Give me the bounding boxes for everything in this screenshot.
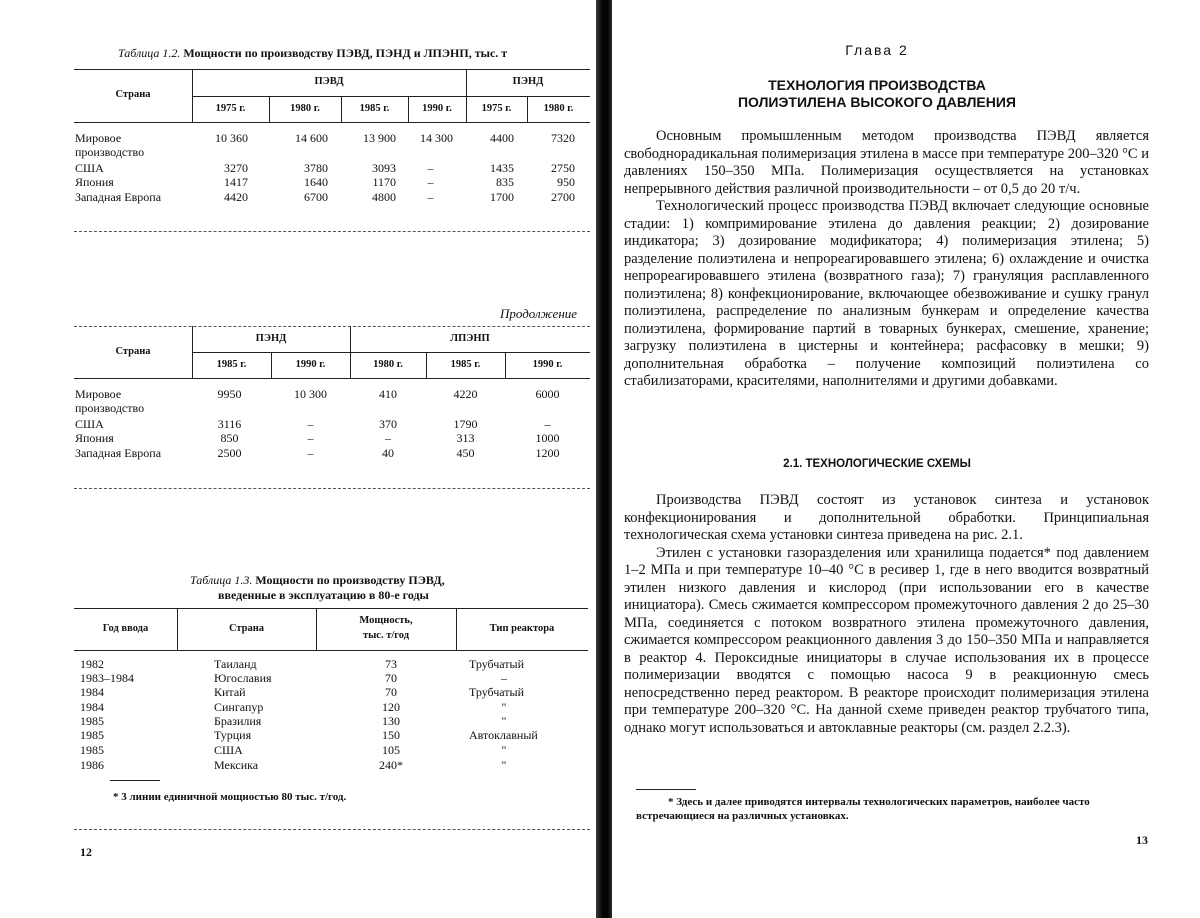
column-header-year: 1985 г. <box>450 359 481 370</box>
table-top-rule <box>74 608 588 609</box>
row-country: Япония <box>75 175 114 189</box>
table-cell: Трубчатый <box>469 657 524 671</box>
table-cell: " <box>501 714 507 728</box>
table-cell: Югославия <box>214 671 272 685</box>
column-header-reactor-type: Тип реактора <box>489 623 555 634</box>
table-cell: 1700 <box>490 190 514 204</box>
table-cell: 1417 <box>224 175 248 189</box>
table-cell: 2700 <box>551 190 575 204</box>
table-cell: 3116 <box>217 417 242 431</box>
chapter-title-line2: ПОЛИЭТИЛЕНА ВЫСОКОГО ДАВЛЕНИЯ <box>737 94 1016 110</box>
table-cell: 850 <box>220 431 239 445</box>
table-cell: 1982 <box>80 657 104 671</box>
column-header-year: 1980 г. <box>290 103 320 114</box>
table-cell: 1790 <box>453 417 478 431</box>
table-cell: 3093 <box>372 161 396 175</box>
table-cell: – <box>307 446 314 460</box>
table-cell: 1984 <box>80 700 104 714</box>
table-cell: 835 <box>496 175 514 189</box>
column-header-year: 1990 г. <box>295 359 326 370</box>
table-cell: " <box>501 700 507 714</box>
table-cell: 1983–1984 <box>80 671 134 685</box>
column-header-year: Год ввода <box>102 623 149 634</box>
table-cell: 40 <box>382 446 394 460</box>
table-cell: 1986 <box>80 758 104 772</box>
table-1-3-caption-line2: введенные в эксплуатацию в 80-е годы <box>218 588 429 602</box>
table-cell: 14 300 <box>420 131 453 145</box>
table-cell: Трубчатый <box>469 685 524 699</box>
table-cell: Бразилия <box>214 714 262 728</box>
table-cell: 13 900 <box>363 131 396 145</box>
table-cell: – <box>501 671 507 685</box>
table-cell: США <box>214 743 243 757</box>
table-cell: 1200 <box>535 446 560 460</box>
table-cell: 1985 <box>80 743 104 757</box>
paragraph: Технологический процесс производства ПЭВД включает следующие основные стадии: 1) компримирование этилена до давления реакции; 2) дозирование индикатора; 3) дозирование модификатора; 4) полимеризация этилена; 5) разделение полиэтилена и непрореагировавшего этилена; 6) охлаждение и очистка непрореагировавшего этилена (возвратного газа); 7) грануляция расплавленного полиэтилена; 8) конфекционирование, включающее обезвоживание и сушку гранул полиэтилена, распределение по анализным бункерам и определение качества полиэтилена, формирование партий в товарных бункерах, смешение, хранение; загрузку полиэтилена в цистерны и контейнера; расфасовку в мешки; 9) дополнительная обработка – получение композиций полиэтилена со стабилизаторами, красителями, наполнителями и другими добавками. <box>624 198 1149 389</box>
table-top-rule <box>74 326 590 327</box>
table-cell: 10 360 <box>215 131 248 145</box>
table-cell: 1435 <box>490 161 514 175</box>
table-cell: 9950 <box>217 387 242 401</box>
table-cell: – <box>307 431 314 445</box>
table-cell: 4400 <box>490 131 514 145</box>
chapter-label: Глава 2 <box>845 42 909 58</box>
table-cell: 4220 <box>453 387 478 401</box>
table-cell: 70 <box>385 685 397 699</box>
table-cell: 1000 <box>535 431 560 445</box>
table-cell: – <box>427 175 434 189</box>
table-cell: 450 <box>456 446 475 460</box>
page-footnote: * Здесь и далее приводятся интервалы технологических параметров, наиболее часто встречающиеся на различных установках. <box>636 796 1090 822</box>
table-cell: 7320 <box>551 131 575 145</box>
continuation-label: Продолжение <box>500 306 578 321</box>
column-header-year: 1990 г. <box>532 359 563 370</box>
row-country: Мировое производство <box>75 131 145 159</box>
table-cell: 6000 <box>535 387 560 401</box>
table-cell: Турция <box>214 728 252 742</box>
chapter-title-line1: ТЕХНОЛОГИЯ ПРОИЗВОДСТВА <box>768 77 986 93</box>
table-bottom-rule <box>74 488 590 489</box>
column-group-pevd: ПЭВД <box>314 76 344 87</box>
row-country: Западная Европа <box>75 190 162 204</box>
table-cell: Мексика <box>214 758 259 772</box>
row-country: Япония <box>75 431 114 445</box>
table-cell: 130 <box>382 714 400 728</box>
footnote-rule <box>110 780 160 781</box>
column-group-pend: ПЭНД <box>512 76 544 87</box>
book-spine-shadow <box>596 0 612 918</box>
table-cell: 3270 <box>224 161 248 175</box>
row-country: США <box>75 417 104 431</box>
column-header-country: Страна <box>115 89 151 100</box>
table-cell: Сингапур <box>214 700 264 714</box>
column-header-year: 1985 г. <box>216 359 247 370</box>
table-cell: 4800 <box>372 190 396 204</box>
table-cell: 120 <box>382 700 400 714</box>
paragraph: Производства ПЭВД состоят из установок синтеза и установок конфекционирования и дополнительной обработки. Принципиальная технологическая схема установки синтеза приведена на рис. 2.1. <box>624 492 1149 543</box>
table-cell: 1984 <box>80 685 104 699</box>
row-country: США <box>75 161 104 175</box>
table-cell: Китай <box>214 685 246 699</box>
page-number: 12 <box>80 845 92 859</box>
section-title: 2.1. ТЕХНОЛОГИЧЕСКИЕ СХЕМЫ <box>783 458 971 470</box>
table-cell: 10 300 <box>294 387 327 401</box>
column-header-year: 1975 г. <box>215 103 246 114</box>
table-cell: 1985 <box>80 728 104 742</box>
table-group-rule <box>192 96 590 97</box>
row-country: Западная Европа <box>75 446 162 460</box>
table-cell: 14 600 <box>295 131 328 145</box>
table-cell: 240* <box>379 758 403 772</box>
table-header-rule <box>74 650 588 651</box>
column-header-capacity-unit: тыс. т/год <box>362 630 410 641</box>
table-cell: 4420 <box>224 190 248 204</box>
table-1-2-caption: Таблица 1.2. Мощности по производству ПЭВД, ПЭНД и ЛПЭНП, тыс. т <box>118 46 508 60</box>
table-cell: 3780 <box>304 161 328 175</box>
table-cell: 410 <box>379 387 397 401</box>
column-header-year: 1980 г. <box>373 359 403 370</box>
table-cell: 6700 <box>304 190 328 204</box>
right-page <box>612 0 1200 918</box>
table-header-rule <box>74 122 590 123</box>
table-footnote: * 3 линии единичной мощностью 80 тыс. т/год. <box>113 791 347 803</box>
table-cell: 2500 <box>217 446 242 460</box>
table-bottom-rule <box>74 231 590 232</box>
column-header-year: 1985 г. <box>359 103 390 114</box>
row-country: Мировое производство <box>75 387 145 415</box>
table-cell: 70 <box>385 671 397 685</box>
table-1-3-caption-line1: Таблица 1.3. Мощности по производству ПЭВД, <box>190 573 445 587</box>
table-cell: " <box>501 743 507 757</box>
table-cell: Таиланд <box>214 657 257 671</box>
column-header-year: 1980 г. <box>543 103 574 114</box>
table-cell: 2750 <box>551 161 575 175</box>
table-cell: 73 <box>385 657 397 671</box>
table-cell: – <box>385 431 391 445</box>
footnote-rule <box>636 789 696 790</box>
table-cell: – <box>427 161 434 175</box>
table-header-rule <box>74 378 590 379</box>
body-text-section <box>624 492 1149 737</box>
column-group-pend: ПЭНД <box>255 333 287 344</box>
page-bottom-rule <box>74 829 590 830</box>
column-header-country: Страна <box>115 346 151 357</box>
table-cell: – <box>544 417 551 431</box>
table-cell: 950 <box>557 175 575 189</box>
table-cell: 105 <box>382 743 400 757</box>
table-cell: 313 <box>456 431 475 445</box>
table-group-rule <box>192 352 590 353</box>
paragraph: Основным промышленным методом производства ПЭВД является свободнорадикальная полимеризация этилена в массе при температуре 200–320 °С и давлениях 150–350 МПа. Полимеризация осуществляется на установках непрерывного действия различной производительности – от 0,5 до 20 т/ч. <box>624 128 1149 197</box>
table-cell: 1985 <box>80 714 104 728</box>
table-cell: 1170 <box>372 175 396 189</box>
paragraph: Этилен с установки газоразделения или хранилища подается* под давлением 1–2 МПа и при температуре 10–40 °С в ресивер 1, где в него вводится возвратный этилен низкого давления и кислород (при использовании его в качестве инициатора). Смесь сжимается компрессором промежуточного давления 2 до 25–30 МПа, соединяется с потоком возвратного этилена промежуточного давления, сжимается компрессором реакционного давления 3 до 150–350 МПа и направляется в реактор 4. Пероксидные инициаторы в случае использования их в процессе полимеризации вводятся с помощью насоса 9 в реакционную смесь непосредственно перед реактором. В реакторе происходит полимеризация этилена при температуре 200–320 °С. На данной схеме приведен реактор трубчатого типа, однако могут использоваться и автоклавные реакторы (см. раздел 2.2.3). <box>624 544 1149 736</box>
left-page <box>0 0 596 918</box>
table-cell: 370 <box>379 417 397 431</box>
table-cell: " <box>501 758 507 772</box>
table-top-rule <box>74 69 590 70</box>
body-text-intro <box>624 128 1149 391</box>
column-group-lpenp: ЛПЭНП <box>450 333 490 344</box>
column-header-year: 1975 г. <box>481 103 512 114</box>
page-number: 13 <box>1136 833 1148 847</box>
table-cell: 150 <box>382 728 400 742</box>
table-cell: – <box>427 190 434 204</box>
column-header-capacity: Мощность, <box>359 615 413 626</box>
table-cell: Автоклавный <box>469 728 538 742</box>
column-header-year: 1990 г. <box>422 103 452 114</box>
table-cell: 1640 <box>304 175 328 189</box>
table-cell: – <box>307 417 314 431</box>
column-header-country: Страна <box>228 623 265 634</box>
